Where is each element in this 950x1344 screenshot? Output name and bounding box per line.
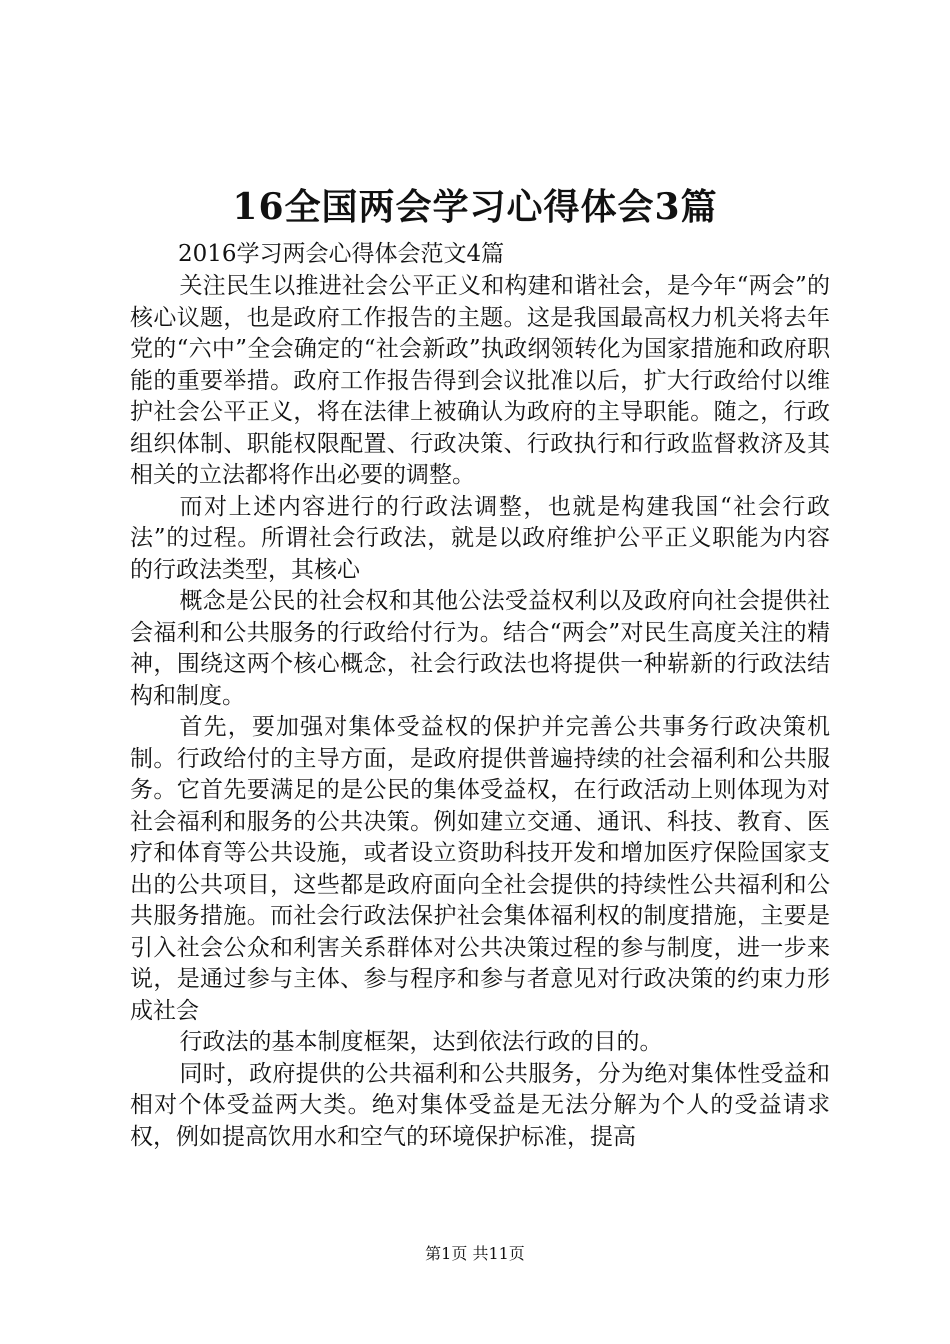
paragraph-3: 概念是公民的社会权和其他公法受益权利以及政府向社会提供社会福利和公共服务的行政给付行为。结合“两会”对民生高度关注的精神，围绕这两个核心概念，社会行政法也将提供一种崭新的行政法结构和制度。: [130, 588, 830, 709]
page-number-footer: 第1页 共11页: [425, 1244, 525, 1263]
document-subtitle: 2016学习两会心得体会范文4篇: [178, 241, 505, 267]
paragraph-5: 行政法的基本制度框架，达到依法行政的目的。: [179, 1029, 663, 1055]
paragraph-4: 首先，要加强对集体受益权的保护并完善公共事务行政决策机制。行政给付的主导方面，是政府提供普遍持续的社会福利和公共服务。它首先要满足的是公民的集体受益权，在行政活动上则体现为对社会福利和服务的公共决策。例如建立交通、通讯、科技、教育、医疗和体育等公共设施，或者设立资助科技开发和增加医疗保险国家支出的公共项目，这些都是政府面向全社会提供的持续性公共福利和公共服务措施。而社会行政法保护社会集体福利权的制度措施，主要是引入社会公众和利害关系群体对公共决策过程的参与制度，进一步来说，是通过参与主体、参与程序和参与者意见对行政决策的约束力形成社会: [130, 714, 830, 1024]
document-title: 16全国两会学习心得体会3篇: [232, 186, 718, 228]
document-body: [130, 271, 830, 1153]
paragraph-6: 同时，政府提供的公共福利和公共服务，分为绝对集体性受益和相对个体受益两大类。绝对集体受益是无法分解为个人的受益请求权，例如提高饮用水和空气的环境保护标准，提高: [130, 1060, 830, 1150]
paragraph-1: 关注民生以推进社会公平正义和构建和谐社会，是今年“两会”的核心议题，也是政府工作报告的主题。这是我国最高权力机关将去年党的“六中”全会确定的“社会新政”执政纲领转化为国家措施和政府职能的重要举措。政府工作报告得到会议批准以后，扩大行政给付以维护社会公平正义，将在法律上被确认为政府的主导职能。随之，行政组织体制、职能权限配置、行政决策、行政执行和行政监督救济及其相关的立法都将作出必要的调整。: [130, 273, 830, 488]
paragraph-2: 而对上述内容进行的行政法调整，也就是构建我国“社会行政法”的过程。所谓社会行政法，就是以政府维护公平正义职能为内容的行政法类型，其核心: [130, 493, 830, 583]
